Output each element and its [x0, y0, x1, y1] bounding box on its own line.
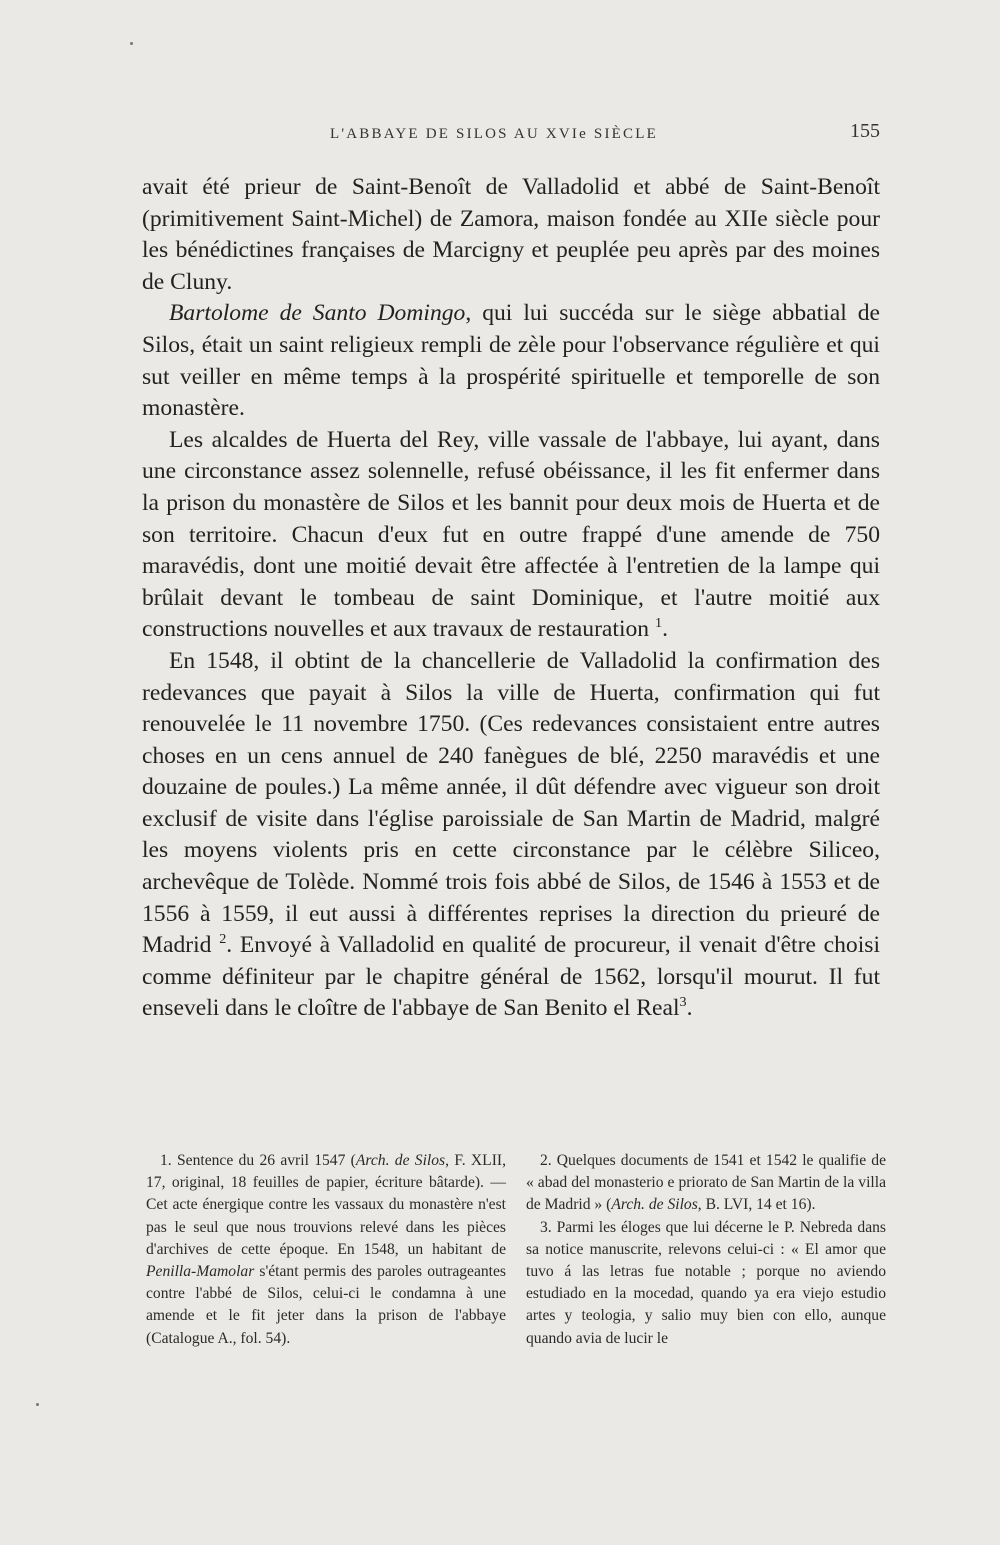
- footnote-ref-3: 3: [679, 994, 687, 1011]
- footnote-1-place: Penilla-Mamolar: [146, 1263, 255, 1281]
- paragraph-4-text-a: En 1548, il obtint de la chancellerie de Valladolid la confirmation des redevances que payait à Silos la ville de Huerta, confirmation qui fut renouvelée le 11 novembre 1750. (Ces redevances consistaient entre autres choses en un cens annuel de 240 fanègues de blé, 2250 maravédis et une douzaine de poules.) La même année, il dût défendre avec vigueur son droit exclusif de visite dans l'église paroissiale de San Martin de Madrid, malgré les moyens violents pris en cette circonstance par le célèbre Siliceo, archevêque de Tolède. Nommé trois fois abbé de Silos, de 1546 à 1553 et de 1556 à 1559, il eut aussi à différentes reprises la direction du prieuré de Madrid: [142, 647, 880, 959]
- footnote-2-archive: Arch. de Silos: [611, 1196, 698, 1214]
- footnote-1: [146, 1150, 506, 1350]
- footnote-ref-2: 2: [219, 931, 227, 948]
- main-text: [142, 172, 880, 1025]
- running-title: L'ABBAYE DE SILOS AU XVIe SIÈCLE: [330, 126, 658, 142]
- paragraph-1: avait été prieur de Saint-Benoît de Valladolid et abbé de Saint-Benoît (primitivement Saint-Michel) de Zamora, maison fondée au XIIe siècle pour les bénédictines françaises de Marcigny et peuplée peu après par des moines de Cluny.: [142, 174, 880, 295]
- footnotes-right-column: [526, 1150, 886, 1350]
- abbot-name: Bartolome de Santo Domingo: [169, 300, 466, 327]
- paper-speck: [130, 42, 133, 45]
- footnote-2-text-b: , B. LVI, 14 et 16).: [697, 1196, 816, 1214]
- footnotes: [146, 1150, 886, 1350]
- page-number: 155: [850, 120, 880, 142]
- footnote-1-text-c: s'étant permis des paroles outrageantes contre l'abbé de Silos, celui-ci le condamna à une amende et le fit jeter dans la prison de l'abbaye (Catalogue A., fol. 54).: [146, 1263, 506, 1347]
- paragraph-3: [142, 425, 880, 646]
- running-head: [140, 118, 880, 148]
- paragraph-4: [142, 646, 880, 1025]
- footnote-3: 3. Parmi les éloges que lui décerne le P. Nebreda dans sa notice manuscrite, relevons celui-ci : « El amor que tuvo á las letras fue notable ; porque no aviendo estudiado en la mocedad, quando ya era viejo estudio artes y teologia, y salio muy bien con ello, aunque quando avia de lucir le: [526, 1218, 886, 1347]
- paragraph-4-text-b: . Envoyé à Valladolid en qualité de procureur, il venait d'être choisi comme définiteur par le chapitre général de 1562, lorsqu'il mourut. Il fut enseveli dans le cloître de l'abbaye de San Benito el Real: [142, 932, 880, 1022]
- footnote-1-text-b: , F. XLII, 17, original, 18 feuilles de papier, écriture bâtarde). — Cet acte énergique contre les vassaux du monastère n'est pas le seul que nous trouvions relevé dans les pièces d'archives de cette époque. En 1548, un habitant de: [146, 1152, 506, 1258]
- paragraph-4-end: .: [686, 995, 693, 1022]
- paragraph-2-text: , qui lui succéda sur le siège abbatial de Silos, était un saint religieux rempli de zèle pour l'observance régulière et qui sut veiller en même temps à la prospérité spirituelle et temporelle de son monastère.: [142, 300, 880, 422]
- footnote-2-text-a: 2. Quelques documents de 1541 et 1542 le qualifie de « abad del monasterio e priorato de San Martin de la villa de Madrid » (: [526, 1152, 886, 1214]
- footnote-1-archive: Arch. de Silos: [355, 1152, 446, 1169]
- paper-speck: [36, 1403, 39, 1406]
- footnote-1-text-a: 1. Sentence du 26 avril 1547 (: [160, 1152, 356, 1169]
- footnote-ref-1: 1: [655, 615, 663, 632]
- paragraph-3-end: .: [662, 616, 668, 643]
- paragraph-3-text: Les alcaldes de Huerta del Rey, ville vassale de l'abbaye, lui ayant, dans une circonstance assez solennelle, refusé obéissance, il les fit enfermer dans la prison du monastère de Silos et les bannit pour deux mois de Huerta et de son territoire. Chacun d'eux fut en outre frappé d'une amende de 750 maravédis, dont une moitié devait être affectée à l'entretien de la lampe qui brûlait devant le tombeau de saint Dominique, et l'autre moitié aux constructions nouvelles et aux travaux de restauration: [142, 426, 880, 643]
- paragraph-2: [142, 298, 880, 424]
- footnotes-left-column: [146, 1150, 506, 1350]
- footnote-2: [526, 1150, 886, 1217]
